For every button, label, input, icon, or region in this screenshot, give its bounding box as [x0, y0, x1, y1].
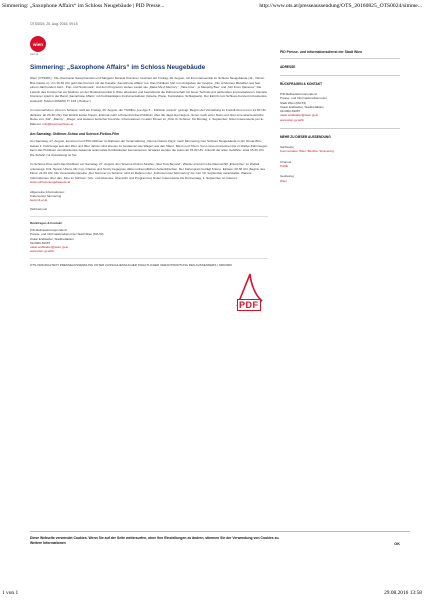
sidebar-channel [280, 160, 400, 169]
sidebar-contact-line: 01/4000-81067 [280, 109, 301, 114]
paragraph-oldtimer: Am Samstag, 27. August, kommen rund 250 Oldtimer im Rahmen der Veranstaltung „Vienna Classic Days“ nach Simmering zum Schloss Neugebäude in der Otmar-Brix-Gasse 1. Fahrzeuge aus den 20er und 30er Jahren sind ebenso zu bestaunen wie Wagen aus den 50ern, 60ern und 70ern. Von Luxus-Limousinen bis zu Rallye-Fahrzeugen kann das Publikum verschiedenste bekannte automobile Kostbarkeiten kennenlernen. Erwartet werden die Autos ab 15.00 Uhr. Ankunft der alten Gefährte: etwa 15.30 Uhr. Die Zufahrt zur Ausstellung ist frei. [30, 139, 268, 157]
sidebar-contact-line: Presse- und Informationsdienst der [280, 96, 327, 101]
paragraph-startrek [30, 162, 268, 185]
pdf-label: PDF [239, 300, 259, 310]
paragraph-startrek-text: Im Schloss-Kino sieht das Publikum am Samstag, 27. August, den Science-Fiction-Streifen „Star Trek Beyond“. Wieder einmal ist die Raumschiff „Enterprise“ im Weltall unterwegs: Kirk, Spock, Uhura, Mc Coy, Chekov und Scotty begegnen dabei unfreundlichen Außerirdischen. Der Kartenpreis beträgt 6 Euro. Einlass: 20.30 Uhr, Beginn des Films: 21.00 Uhr. Die Veranstaltungsreihe „Der Sommer im Schloss“ wird im Rahmen der „Kultursommer Simmering“ bis zum 10. September veranstaltet. Weitere Informationen über das „Kino im Schloss“ (Vor- und Abendes, Übersicht und Programme) finden Interessierte bis Donnerstag, 1. September im Internet: [30, 162, 266, 180]
contact-web-link[interactable]: www.wien.gv.at/rk [30, 249, 54, 254]
sidebar-keywords [280, 145, 400, 154]
cookie-text: Diese Webseite verwendet Cookies. Wenn Sie auf der Seite weitersurfen, ohne Ihre Einstellungen zu ändern, stimmen Sie der Verwendung von Cookies zu. Weitere Informationen [30, 536, 280, 545]
schloss-website-link[interactable]: www.schlossneugebaeude.at [30, 180, 71, 184]
divider [30, 216, 268, 217]
sidebar-org-title: PID Presse- und Informationsdienst der Stadt Wien [280, 50, 363, 54]
wien-logo[interactable]: wien [30, 36, 46, 52]
region-link[interactable]: Wien [280, 178, 287, 183]
info-org: Kulturverein Simmering [30, 193, 62, 198]
contact-line: 01/4000-81067 [30, 240, 51, 245]
info-label: Allgemeine Informationen: [30, 189, 65, 194]
sidebar-contact [280, 92, 400, 122]
sidebar-contact-line: Oskar Endlweber, Stadtredaktion [280, 104, 324, 109]
signoff: (Schluss) eic [30, 207, 48, 212]
print-title: Simmering: „Saxophone Affairs“ im Schloss Neugebäude | PID Presse... [2, 3, 165, 9]
dateline: OTS0024, 25. Aug. 2016, 09:15 [30, 22, 78, 26]
kino-email-link[interactable]: info@kinoimschloss.at [42, 121, 74, 126]
channel-label: Channel [280, 159, 292, 164]
print-url: http://www.ots.at/presseaussendung/OTS_20160825_OTS0024/simme... [259, 3, 422, 9]
divider [280, 75, 400, 76]
sidebar-region [280, 174, 400, 183]
divider [30, 258, 268, 259]
sidebar-web-link[interactable]: www.wien.gv.at/rk [280, 117, 304, 122]
cookie-banner [30, 531, 410, 557]
keywords-label: Stichworte [280, 145, 295, 150]
paragraph-kino-text: Im sommerlichen „Kino im Schloss“ wird am Freitag, 26. August, der Thrillfilm „Ice Age 5 – Kollision voraus!“ gezeigt. Beginn der Vorstellung im Freiluft-Kino ist um 21.00 Uhr (Einlass: ab 20.30 Uhr). Der Eintritt kostet 6 Euro. Erstmal mehr schmunzelt das Publikum über die Jagd des Negers „Scrat“ nach einer Nuss und über eine abenteuerliche Reise von „Sid“, „Manny“, „Diego“ und weiterer tierischer Freunde. Informationen zu allen Filmen im „Kino im Schloss“ bis Montag, 1. September, holen Interessierte per E-Mail ein: [30, 108, 267, 126]
press-release-page [30, 22, 410, 570]
logo-subtitle: wien.at [30, 53, 39, 56]
section-subhead: Am Samstag: Oldtimer-Schau und Science-Fiction-Film [30, 132, 120, 136]
print-header [0, 0, 424, 14]
sidebar-contact-line: PID-Rathauskorrespondenz [280, 92, 318, 96]
sidebar [280, 50, 400, 189]
cookie-ok-button[interactable]: OK [394, 542, 400, 546]
keywords-links[interactable]: Kommunales, Wien, Bezirke, Simmering [280, 149, 334, 154]
contact-block [30, 221, 268, 254]
disclaimer: OTS-ORIGINALTEXT PRESSEAUSSENDUNG UNTER AUSSCHLIESSLICHER INHALTLICHER VERANTWORTUNG DES AUSSENDERS | NRK0009 [30, 262, 232, 267]
divider [280, 128, 400, 129]
info-link[interactable]: www.11-er.at [30, 198, 48, 203]
region-label: Geobezug [280, 174, 294, 179]
contact-email-link[interactable]: oskar.endlweber@wien.gv.at [30, 245, 69, 250]
sidebar-address-heading: ADRESSE [280, 65, 296, 69]
contact-title: Rückfragen & Kontakt: [30, 220, 63, 225]
sidebar-more-heading: MEHR ZU DIESER AUSSENDUNG [280, 135, 331, 140]
divider [280, 58, 400, 59]
main-column [30, 22, 268, 267]
contact-line: Oskar Endlweber, Stadtredaktion [30, 236, 74, 241]
paragraph-intro: Wien (OTS/RK) - Die charmante Saxophonistin und Sängerin Daniela Krammer musiziert am Freitag, 26. August, mit ihrem Ensemble im Schloss Neugebäude (11., Otmar-Brix-Gasse 1). Um 19.30 Uhr geht das Konzert mit der Kapelle „Saxophone Affairs“ los. Das Publikum hört nun Ausgaben der Gruppe, „Die schönsten Melodien aus fast einem Jahrhundert Jazz-, Pop- und Soulmusik“. Auf dem Programm stehen Lieder wie „Make Me A Memory“, „Take Five“, „A Sleeping Bee“ und „Girl From Ipanema“. Die Leiterin des Combo hat ein Studium an der Musikuniversität in Wien absolviert und beeindruckt die Zuhörerschaft mit feiner Technik und packenden Improvisationen. Daniela Krammer spielt in der Band „Saxophone Affairs“ mit hochkarätigen Instrumentalisten (Gitarre, Piano, Kontrabass, Schlagwerk). Der Eintritt zum Schloss-Konzert ist kostenlos. Auskunft: Telefon 0664/50 77 103 („Hotline“). [30, 76, 268, 103]
print-timestamp: 29.08.2016 13:58 [384, 590, 422, 596]
page-title: Simmering: „Saxophone Affairs“ im Schloss Neugebäude [30, 64, 206, 71]
contact-line: Presse- und Informationsdienst der Stadt Wien (MA 53) [30, 232, 104, 237]
sidebar-contact-heading: RÜCKFRAGEN & KONTAKT [280, 82, 323, 86]
print-page-number: 1 von 1 [2, 590, 19, 596]
channel-link[interactable]: Politik [280, 163, 289, 168]
contact-line: PID-Rathauskorrespondenz [30, 227, 68, 232]
sidebar-contact-line: Stadt Wien (MA 53) [280, 100, 307, 105]
info-block [30, 190, 268, 203]
sidebar-email-link[interactable]: oskar.endlweber@wien.gv.at [280, 113, 319, 118]
paragraph-kino [30, 108, 268, 126]
print-footer [0, 590, 424, 600]
